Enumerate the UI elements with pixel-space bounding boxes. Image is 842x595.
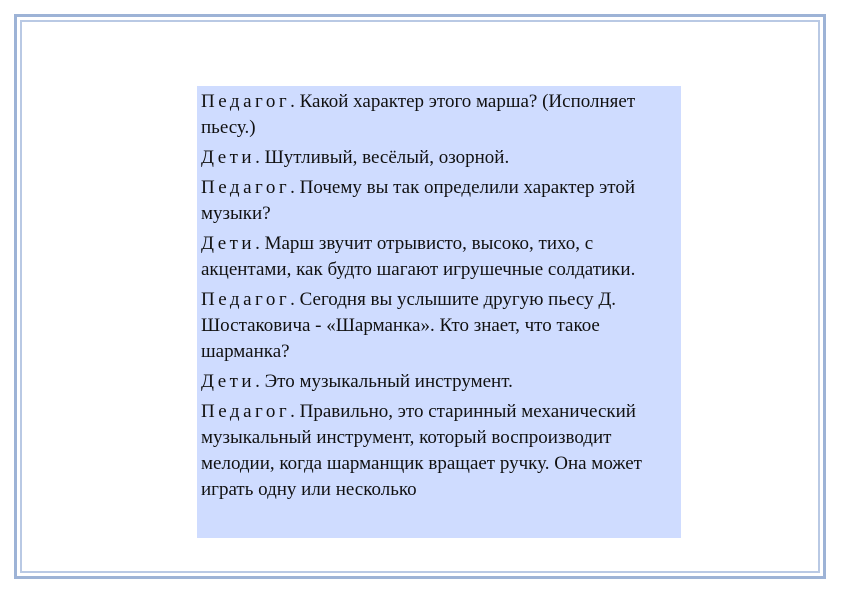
speaker-label: Дети xyxy=(201,147,256,168)
line-text: . Шутливый, весёлый, озорной. xyxy=(255,147,510,168)
line-text: . Какой характер этого марша? (Исполняет пьесу.) xyxy=(201,91,636,138)
dialogue-line-6 xyxy=(201,369,679,395)
speaker-label: Дети xyxy=(201,233,256,254)
dialogue-line-1 xyxy=(201,89,679,141)
speaker-label: Педагог xyxy=(201,177,291,198)
line-text: . Сегодня вы услышите другую пьесу Д. Шостаковича - «Шарманка». Кто знает, что такое шарманка? xyxy=(201,289,617,362)
line-text: . Это музыкальный инструмент. xyxy=(255,371,513,392)
dialogue-line-2 xyxy=(201,145,679,171)
speaker-label: Педагог xyxy=(201,91,291,112)
dialogue-line-4 xyxy=(201,231,679,283)
dialogue-line-3 xyxy=(201,175,679,227)
speaker-label: Педагог xyxy=(201,401,291,422)
speaker-label: Дети xyxy=(201,371,256,392)
dialogue-line-7 xyxy=(201,399,679,503)
speaker-label: Педагог xyxy=(201,289,291,310)
line-text: . Почему вы так определили характер этой музыки? xyxy=(201,177,636,224)
dialogue-line-5 xyxy=(201,287,679,365)
line-text: . Марш звучит отрывисто, высоко, тихо, с акцентами, как будто шагают игрушечные солдатики. xyxy=(201,233,636,280)
line-text: . Правильно, это старинный механический музыкальный инструмент, который воспроизводит мелодии, когда шарманщик вращает ручку. Она может играть одну или несколько xyxy=(201,401,642,500)
dialogue-text-box xyxy=(197,86,681,538)
